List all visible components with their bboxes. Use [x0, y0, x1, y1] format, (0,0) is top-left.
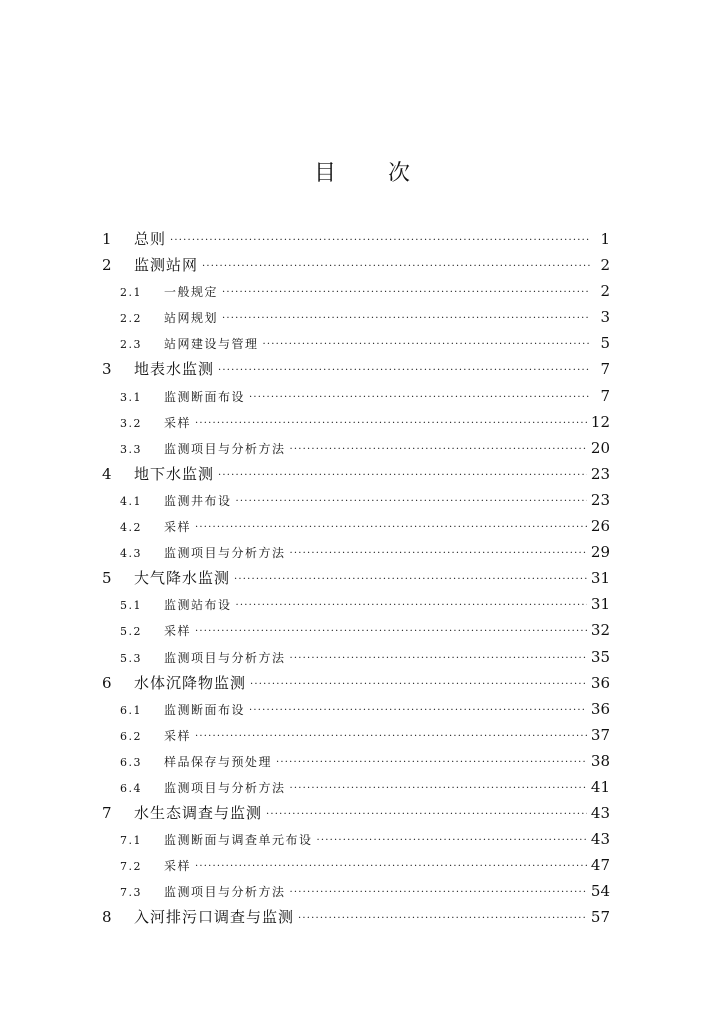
toc-entry-title: 采样 — [164, 624, 192, 639]
toc-leader-dots — [290, 776, 587, 802]
toc-entry-page-number: 20 — [590, 438, 610, 457]
toc-leader-dots — [202, 254, 590, 280]
toc-leader-dots — [266, 802, 587, 828]
toc-entry-number: 2 — [102, 256, 112, 275]
toc-entry-title: 监测断面布设 — [164, 702, 246, 717]
toc-leader-dots — [290, 646, 587, 672]
toc-entry-page-number: 47 — [590, 856, 610, 875]
toc-entry-title: 一般规定 — [164, 285, 219, 300]
toc-entry-title: 站网建设与管理 — [164, 337, 259, 352]
toc-entry-page-number: 29 — [590, 543, 610, 562]
toc-entry-number: 2.2 — [120, 312, 142, 326]
toc-entry-page-number: 1 — [600, 230, 610, 248]
table-of-contents — [98, 226, 610, 931]
toc-entry-number: 6.3 — [120, 755, 142, 769]
toc-section-entry[interactable] — [98, 852, 610, 878]
toc-entry-page-number: 38 — [590, 751, 610, 770]
toc-entry-number: 5 — [102, 569, 112, 588]
toc-section-entry[interactable] — [98, 513, 610, 539]
toc-entry-title: 样品保存与预处理 — [164, 754, 273, 769]
toc-entry-title: 地下水监测 — [134, 464, 215, 483]
toc-entry-number: 6.2 — [120, 729, 142, 743]
toc-leader-dots — [317, 828, 587, 854]
toc-leader-dots — [250, 672, 587, 698]
toc-entry-title: 监测井布设 — [164, 493, 232, 508]
toc-entry-title: 采样 — [164, 520, 192, 535]
toc-entry-number: 7.2 — [120, 860, 142, 874]
toc-entry-page-number: 12 — [590, 412, 610, 431]
toc-entry-title: 地表水监测 — [134, 360, 215, 379]
toc-leader-dots — [298, 906, 587, 932]
toc-entry-title: 监测项目与分析方法 — [164, 650, 286, 665]
toc-entry-title: 监测断面与调查单元布设 — [164, 833, 313, 848]
toc-entry-number: 8 — [102, 908, 112, 927]
title-char-2: 次 — [388, 161, 411, 186]
toc-section-entry[interactable] — [98, 539, 610, 565]
toc-leader-dots — [290, 880, 587, 906]
toc-entry-number: 4.3 — [120, 547, 142, 561]
toc-section-entry[interactable] — [98, 722, 610, 748]
toc-section-entry[interactable] — [98, 278, 610, 304]
toc-section-entry[interactable] — [98, 748, 610, 774]
toc-entry-number: 4.2 — [120, 521, 142, 535]
toc-entry-number: 3.2 — [120, 416, 142, 430]
toc-entry-page-number: 57 — [590, 908, 610, 927]
toc-entry-number: 5.2 — [120, 625, 142, 639]
toc-entry-number: 3.3 — [120, 442, 142, 456]
toc-entry-number: 2.3 — [120, 338, 142, 352]
toc-leader-dots — [249, 385, 590, 411]
toc-entry-title: 监测站网 — [134, 256, 199, 275]
toc-chapter-entry[interactable] — [98, 226, 610, 252]
toc-section-entry[interactable] — [98, 878, 610, 904]
toc-entry-page-number: 32 — [590, 621, 610, 640]
toc-chapter-entry[interactable] — [98, 670, 610, 696]
toc-leader-dots — [218, 463, 587, 489]
toc-entry-title: 监测项目与分析方法 — [164, 780, 286, 795]
toc-entry-number: 4.1 — [120, 494, 142, 508]
toc-chapter-entry[interactable] — [98, 356, 610, 382]
toc-entry-page-number: 7 — [600, 360, 610, 379]
toc-leader-dots — [195, 619, 587, 645]
toc-leader-dots — [218, 358, 590, 384]
toc-entry-page-number: 43 — [590, 804, 610, 823]
toc-entry-title: 监测项目与分析方法 — [164, 885, 286, 900]
toc-chapter-entry[interactable] — [98, 565, 610, 591]
toc-leader-dots — [236, 593, 587, 619]
toc-entry-page-number: 2 — [600, 256, 610, 275]
toc-entry-number: 3.1 — [120, 390, 142, 404]
toc-leader-dots — [170, 228, 590, 254]
toc-entry-page-number: 35 — [590, 647, 610, 666]
toc-entry-page-number: 36 — [590, 699, 610, 718]
toc-section-entry[interactable] — [98, 826, 610, 852]
toc-entry-number: 7.1 — [120, 834, 142, 848]
toc-leader-dots — [276, 750, 587, 776]
toc-section-entry[interactable] — [98, 591, 610, 617]
toc-entry-title: 站网规划 — [164, 311, 219, 326]
toc-entry-title: 大气降水监测 — [134, 569, 231, 588]
toc-entry-number: 5.3 — [120, 651, 142, 665]
toc-entry-page-number: 23 — [590, 464, 610, 483]
toc-section-entry[interactable] — [98, 409, 610, 435]
toc-entry-number: 2.1 — [120, 286, 142, 300]
toc-section-entry[interactable] — [98, 304, 610, 330]
toc-entry-title: 采样 — [164, 728, 192, 743]
toc-leader-dots — [195, 854, 587, 880]
toc-entry-page-number: 7 — [600, 386, 610, 405]
toc-entry-page-number: 36 — [590, 673, 610, 692]
toc-section-entry[interactable] — [98, 696, 610, 722]
toc-entry-page-number: 23 — [590, 490, 610, 509]
toc-entry-title: 监测站布设 — [164, 598, 232, 613]
toc-chapter-entry[interactable] — [98, 800, 610, 826]
toc-entry-title: 监测断面布设 — [164, 389, 246, 404]
toc-entry-page-number: 31 — [590, 595, 610, 614]
toc-entry-number: 3 — [102, 360, 112, 379]
toc-entry-title: 入河排污口调查与监测 — [134, 908, 295, 927]
toc-leader-dots — [222, 280, 590, 306]
toc-section-entry[interactable] — [98, 487, 610, 513]
toc-chapter-entry[interactable] — [98, 904, 610, 930]
toc-leader-dots — [234, 567, 587, 593]
toc-entry-title: 水生态调查与监测 — [134, 804, 263, 823]
toc-entry-number: 6 — [102, 673, 112, 692]
toc-leader-dots — [249, 698, 587, 724]
title-char-1: 目 — [313, 161, 336, 186]
toc-entry-title: 总则 — [134, 230, 167, 248]
toc-entry-page-number: 41 — [590, 777, 610, 796]
toc-entry-page-number: 43 — [590, 830, 610, 849]
toc-entry-page-number: 5 — [600, 334, 610, 353]
page-title — [0, 156, 724, 187]
toc-entry-number: 1 — [102, 230, 112, 248]
toc-entry-page-number: 54 — [590, 882, 610, 901]
toc-entry-title: 监测项目与分析方法 — [164, 546, 286, 561]
toc-entry-page-number: 3 — [600, 308, 610, 327]
toc-section-entry[interactable] — [98, 774, 610, 800]
toc-section-entry[interactable] — [98, 383, 610, 409]
toc-leader-dots — [290, 437, 587, 463]
toc-entry-number: 7 — [102, 804, 112, 823]
toc-entry-number: 4 — [102, 464, 112, 483]
toc-leader-dots — [263, 332, 590, 358]
toc-section-entry[interactable] — [98, 617, 610, 643]
toc-entry-page-number: 2 — [600, 282, 610, 301]
toc-leader-dots — [236, 489, 587, 515]
toc-entry-title: 监测项目与分析方法 — [164, 441, 286, 456]
toc-entry-page-number: 31 — [590, 569, 610, 588]
toc-entry-number: 6.1 — [120, 703, 142, 717]
toc-entry-number: 7.3 — [120, 886, 142, 900]
toc-entry-number: 5.1 — [120, 599, 142, 613]
toc-entry-page-number: 37 — [590, 725, 610, 744]
toc-chapter-entry[interactable] — [98, 252, 610, 278]
toc-entry-title: 采样 — [164, 415, 192, 430]
toc-leader-dots — [195, 724, 587, 750]
toc-section-entry[interactable] — [98, 330, 610, 356]
toc-entry-title: 水体沉降物监测 — [134, 673, 247, 692]
toc-section-entry[interactable] — [98, 644, 610, 670]
toc-entry-title: 采样 — [164, 859, 192, 874]
toc-leader-dots — [195, 411, 587, 437]
toc-leader-dots — [290, 541, 587, 567]
toc-entry-page-number: 26 — [590, 517, 610, 536]
toc-leader-dots — [222, 306, 590, 332]
toc-section-entry[interactable] — [98, 435, 610, 461]
toc-leader-dots — [195, 515, 587, 541]
toc-chapter-entry[interactable] — [98, 461, 610, 487]
toc-entry-number: 6.4 — [120, 781, 142, 795]
